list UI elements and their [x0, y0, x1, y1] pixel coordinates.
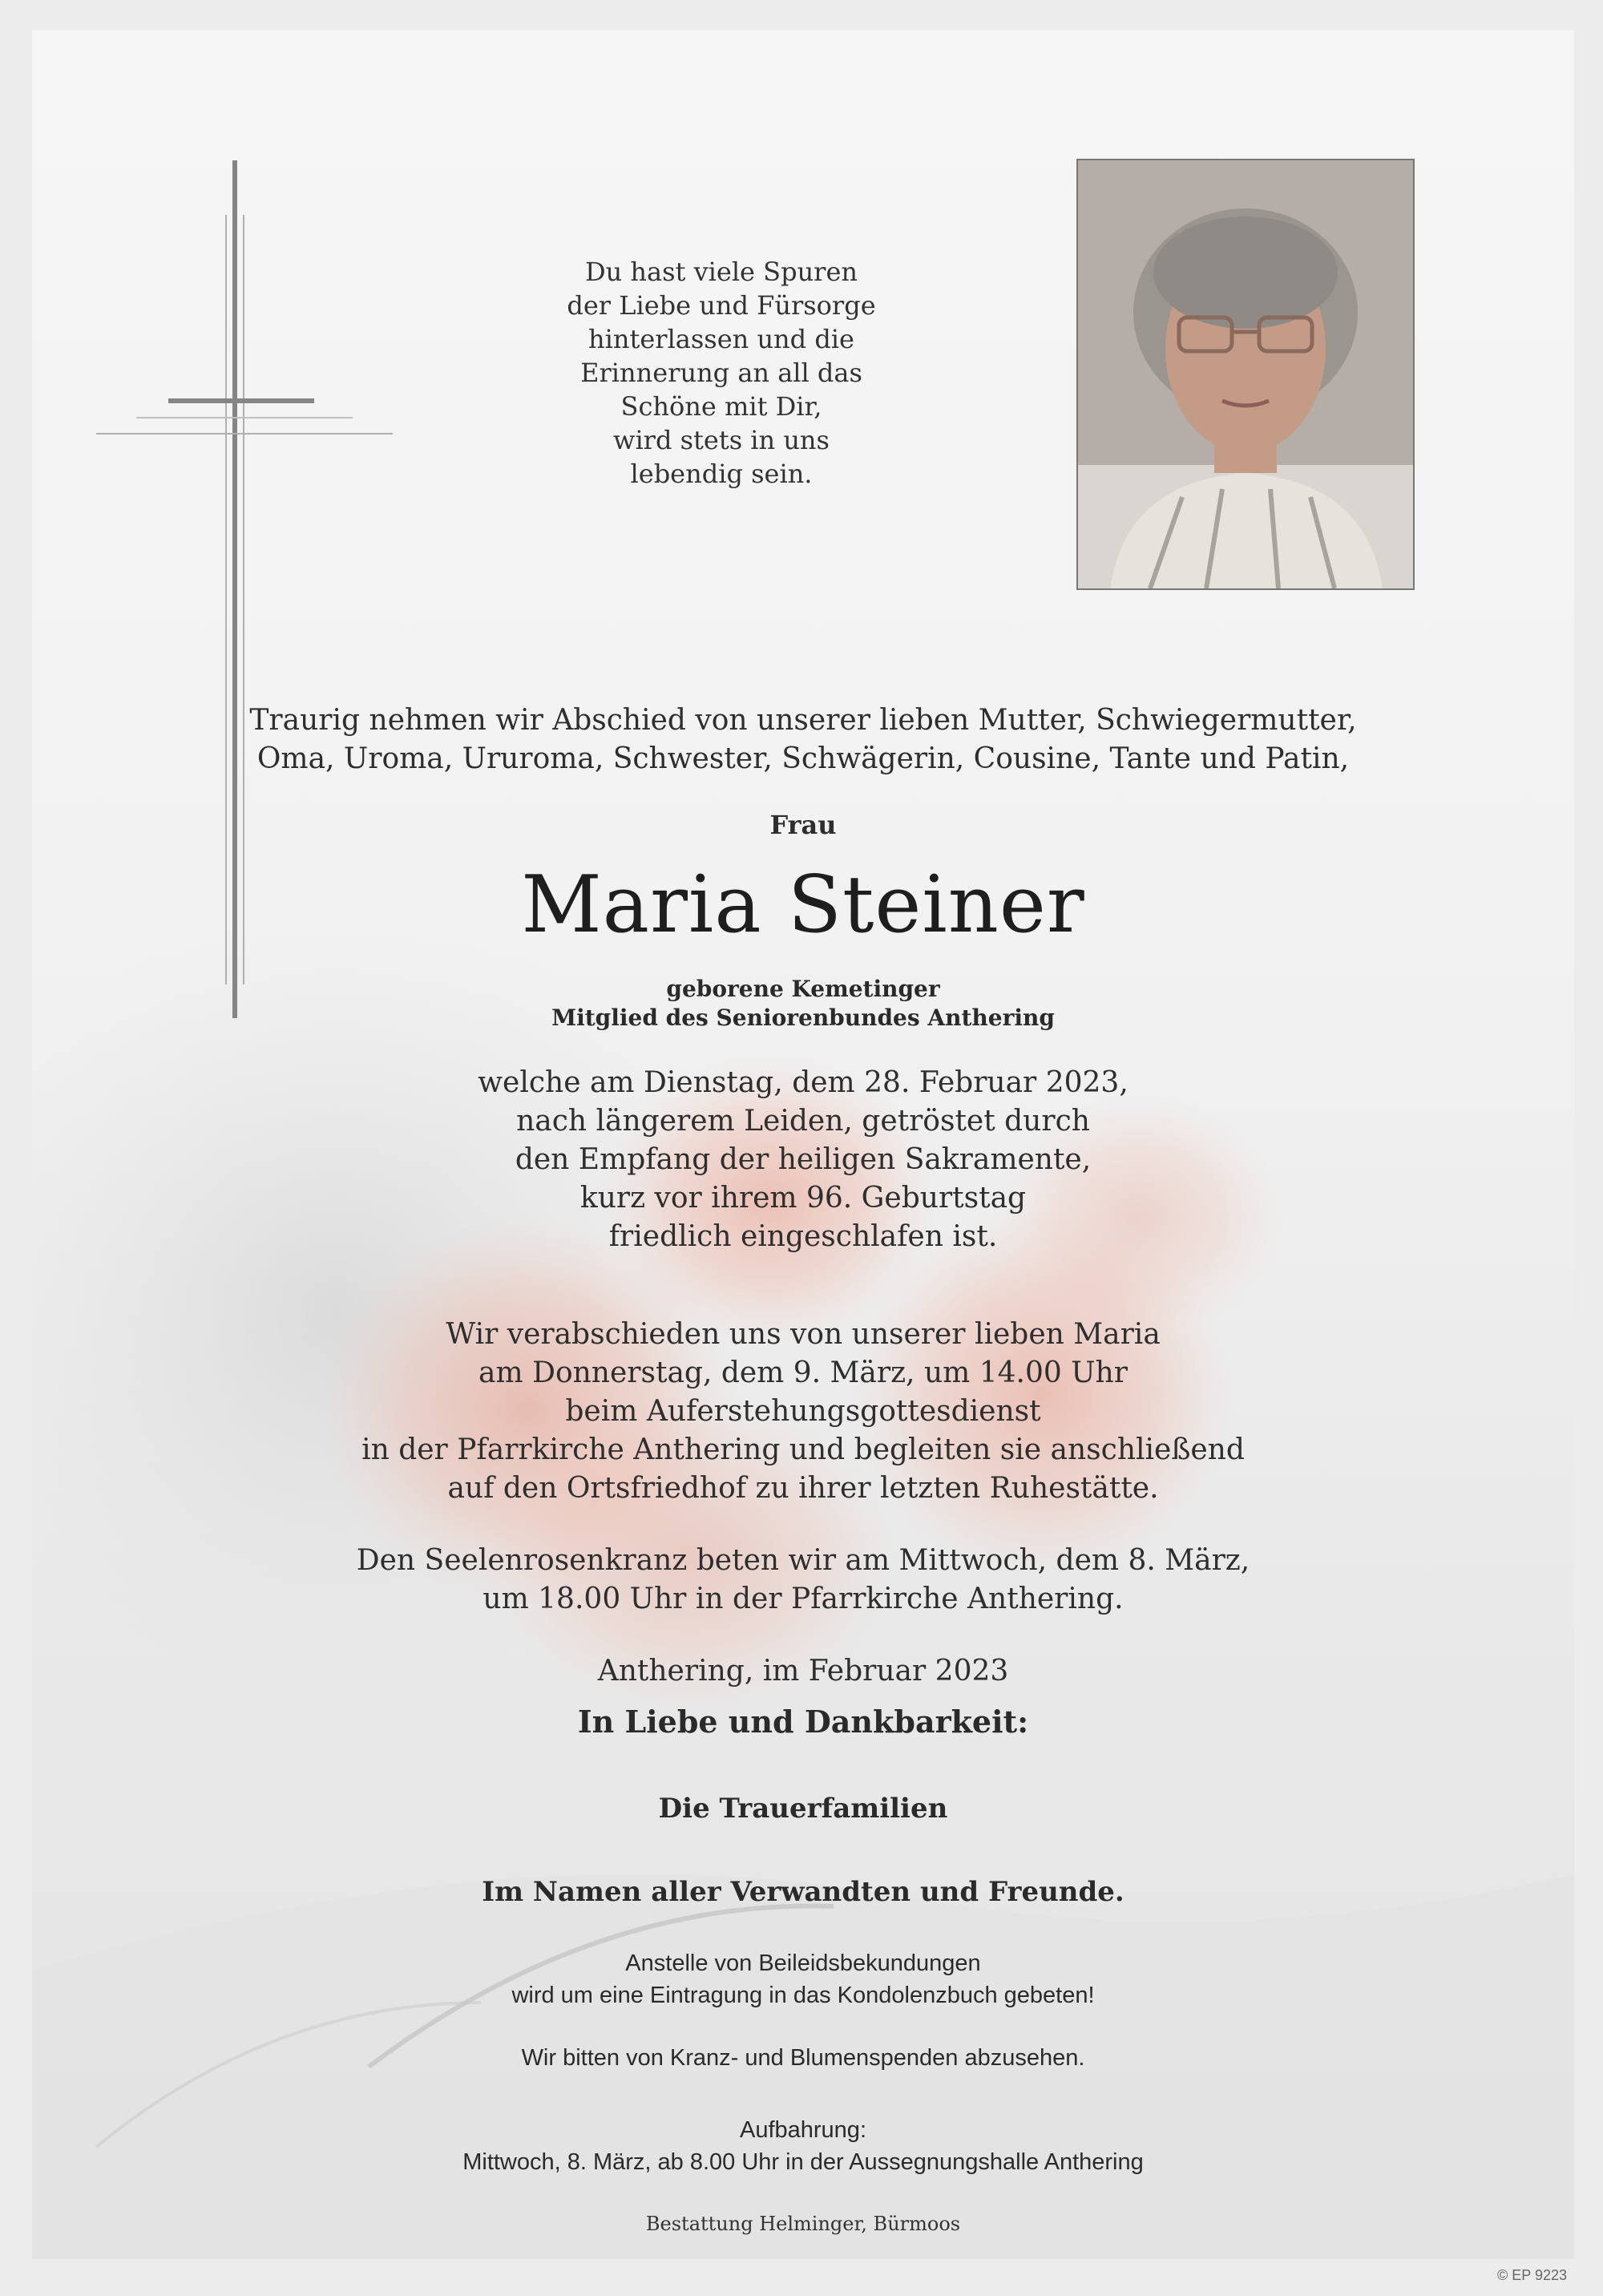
relatives-line: Im Namen aller Verwandten und Freunde.: [482, 1876, 1125, 1908]
maiden-name: geborene Kemetinger: [666, 976, 940, 1002]
poem-line: Schöne mit Dir,: [620, 391, 822, 422]
place-date: Anthering, im Februar 2023: [597, 1655, 1009, 1688]
farewell-line: Wir verabschieden uns von unserer lieben Maria: [446, 1318, 1161, 1351]
closing-line: In Liebe und Dankbarkeit:: [577, 1704, 1029, 1740]
deceased-name: Maria Steiner: [521, 859, 1085, 951]
death-notice-line: kurz vor ihrem 96. Geburtstag: [579, 1182, 1027, 1215]
farewell-line: in der Pfarrkirche Anthering und begleiten sie anschließend: [361, 1433, 1245, 1466]
poem-line: Du hast viele Spuren: [584, 257, 858, 287]
death-notice-line: den Empfang der heiligen Sakramente,: [515, 1143, 1092, 1176]
poem-line: lebendig sein.: [630, 459, 813, 489]
laying-out-detail: Mittwoch, 8. März, ab 8.00 Uhr in der Aussegnungshalle Anthering: [462, 2149, 1144, 2175]
laying-out-title: Aufbahrung:: [739, 2117, 866, 2143]
obituary-page: [32, 30, 1574, 2259]
condolence-line: Anstelle von Beileidsbekundungen: [625, 1950, 981, 1976]
flowers-note: Wir bitten von Kranz- und Blumenspenden abzusehen.: [521, 2045, 1085, 2071]
death-notice-line: friedlich eingeschlafen ist.: [608, 1220, 998, 1253]
intro-line: Traurig nehmen wir Abschied von unserer lieben Mutter, Schwiegermutter,: [249, 704, 1357, 737]
rosary-line: Den Seelenrosenkranz beten wir am Mittwoch, dem 8. März,: [356, 1544, 1250, 1577]
poem-line: Erinnerung an all das: [580, 358, 862, 388]
salutation: Frau: [769, 810, 837, 840]
membership: Mitglied des Seniorenbundes Anthering: [551, 1004, 1055, 1031]
poem-line: hinterlassen und die: [588, 324, 854, 354]
condolence-line: wird um eine Eintragung in das Kondolenzbuch gebeten!: [511, 1983, 1095, 2008]
undertaker: Bestattung Helminger, Bürmoos: [645, 2213, 961, 2235]
farewell-line: am Donnerstag, dem 9. März, um 14.00 Uhr: [478, 1356, 1128, 1389]
death-notice-line: welche am Dienstag, dem 28. Februar 2023,: [478, 1066, 1129, 1099]
rosary-line: um 18.00 Uhr in der Pfarrkirche Anthering.: [483, 1583, 1124, 1615]
copyright: © EP 9223: [1497, 2267, 1567, 2283]
farewell-line: beim Auferstehungsgottesdienst: [565, 1395, 1041, 1428]
death-notice-line: nach längerem Leiden, getröstet durch: [516, 1105, 1090, 1138]
farewell-line: auf den Ortsfriedhof zu ihrer letzten Ruhestätte.: [447, 1472, 1159, 1505]
intro-line: Oma, Uroma, Ururoma, Schwester, Schwägerin, Cousine, Tante und Patin,: [256, 742, 1350, 775]
poem-line: wird stets in uns: [613, 425, 830, 455]
families-line: Die Trauerfamilien: [658, 1793, 948, 1825]
portrait-photo: [1076, 159, 1415, 590]
poem: [529, 255, 914, 491]
poem-line: der Liebe und Fürsorge: [567, 290, 876, 321]
